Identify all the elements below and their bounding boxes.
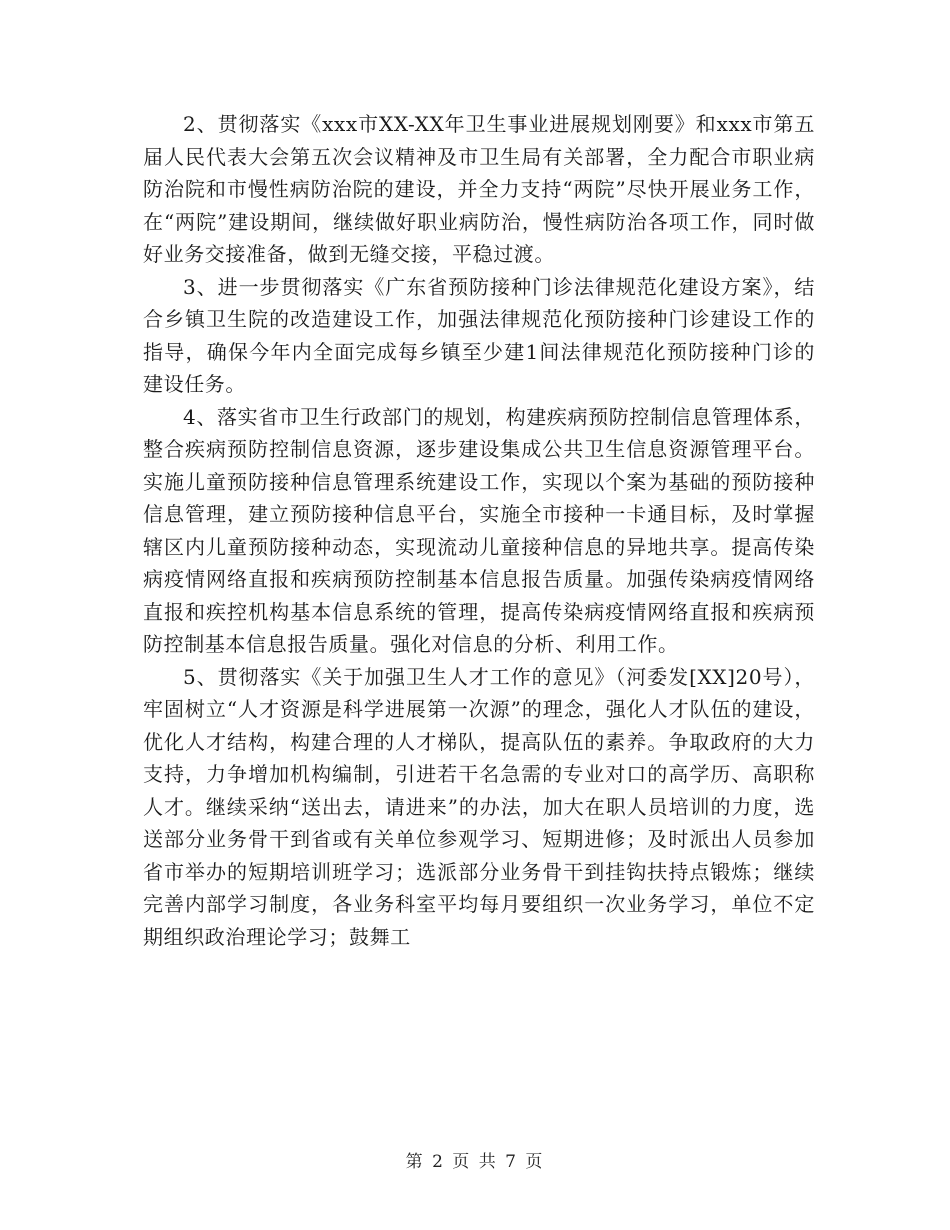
document-body [143, 108, 815, 953]
paragraph-item-2: 2、贯彻落实《xxx市XX-XX年卫生事业进展规划刚要》和xxx市第五届人民代表大会第五次会议精神及市卫生局有关部署，全力配合市职业病防治院和市慢性病防治院的建设，并全力支持“两院”尽快开展业务工作，在“两院”建设期间，继续做好职业病防治，慢性病防治各项工作，同时做好业务交接准备，做到无缝交接，平稳过渡。 [143, 112, 815, 266]
paragraph-item-4: 4、落实省市卫生行政部门的规划，构建疾病预防控制信息管理体系，整合疾病预防控制信息资源，逐步建设集成公共卫生信息资源管理平台。实施儿童预防接种信息管理系统建设工作，实现以个案为基础的预防接种信息管理，建立预防接种信息平台，实施全市接种一卡通目标，及时掌握辖区内儿童预防接种动态，实现流动儿童接种信息的异地共享。提高传染病疫情网络直报和疾病预防控制基本信息报告质量。加强传染病疫情网络直报和疾控机构基本信息系统的管理，提高传染病疫情网络直报和疾病预防控制基本信息报告质量。强化对信息的分析、利用工作。 [143, 404, 815, 656]
page-number-footer: 第 2 页 共 7 页 [405, 1152, 545, 1172]
paragraph-item-3: 3、进一步贯彻落实《广东省预防接种门诊法律规范化建设方案》，结合乡镇卫生院的改造建设工作，加强法律规范化预防接种门诊建设工作的指导，确保今年内全面完成每乡镇至少建1间法律规范化预防接种门诊的建设任务。 [143, 274, 815, 396]
paragraph-item-5: 5、贯彻落实《关于加强卫生人才工作的意见》（河委发[XX]20号），牢固树立“人才资源是科学进展第一次源”的理念，强化人才队伍的建设，优化人才结构，构建合理的人才梯队，提高队伍的素养。争取政府的大力支持，力争增加机构编制，引进若干名急需的专业对口的高学历、高职称人才。继续采纳“送出去，请进来”的办法，加大在职人员培训的力度，选送部分业务骨干到省或有关单位参观学习、短期进修；及时派出人员参加省市举办的短期培训班学习；选派部分业务骨干到挂钩扶持点锻炼；继续完善内部学习制度，各业务科室平均每月要组织一次业务学习，单位不定期组织政治理论学习；鼓舞工 [143, 664, 815, 949]
